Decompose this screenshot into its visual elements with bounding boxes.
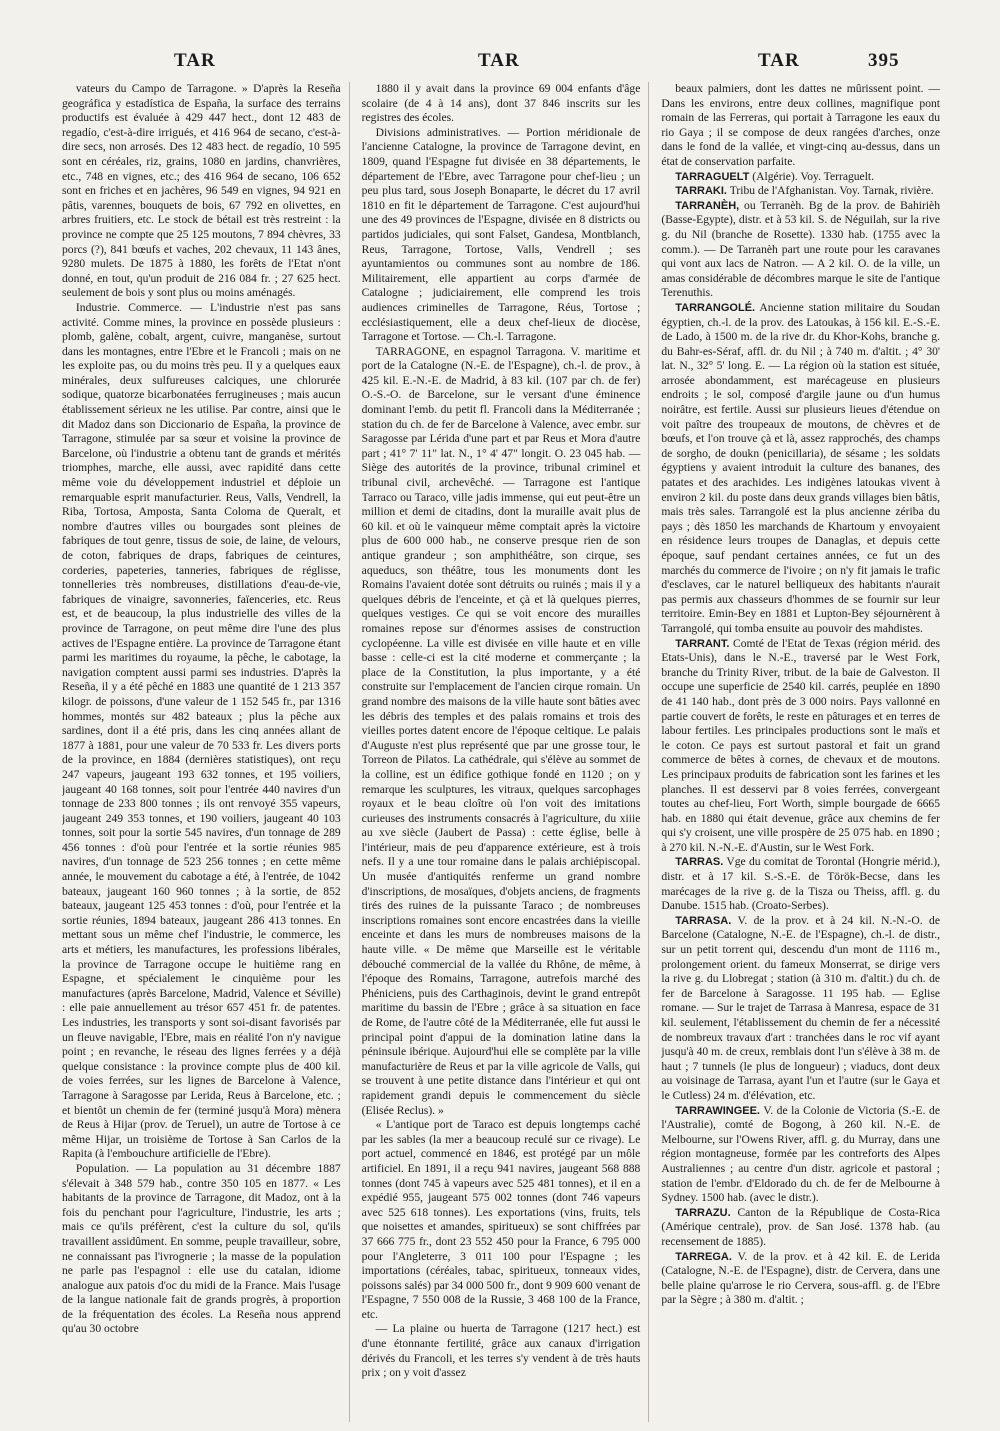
paragraph: Industrie. Commerce. — L'industrie n'est pas sans activité. Comme mines, la province en possède plusieurs : plomb, galène, cobalt, argent, cuivre, manganèse, surtout dans les montagnes, entre l'Ebre et le Francoli ; mais on ne les exploite pas, ou du moins très peu. Il y a quelques eaux minérales, deux sulfureuses calciques, une chlorurée sodique, quatorze bicarbonatées ferrugineuses ; mais aucun établissement sérieux ne les utilise. Par contre, ainsi que le dit Madoz dans son Diccionario de España, la province de Tarragone, stimulée par sa sœur et voisine la province de Barcelone, où l'industrie a obtenu tant de grands et mérités triomphes, marche, elle aussi, avec rapidité dans cette même voie du développement industriel et déploie un remarquable esprit manufacturier. Reus, Valls, Vendrell, la Riba, Tortosa, Amposta, Santa Coloma de Queralt, et nombre d'autres villes ou bourgades sont pleines de fabriques de tout genre, tissus de soie, de laine, de velours, de coton, fabriques de draps, fabriques de ceintures, corderies, papeteries, tanneries, fabriques de réglisse, tonnelleries très nombreuses, distillations d'eau-de-vie, fabriques de vinaigre, savonneries, faïenceries, etc. Reus est, et de beaucoup, la plus industrielle des villes de la province de Tarragone, on peut même dire l'une des plus actives de l'Espagne entière. La province de Tarragone étant parmi les maritimes du royaume, la pêche, le cabotage, la navigation comptent aussi parmi ses industries. D'après la Reseña, il y a été pêché en 1883 une quantité de 1 213 357 kilogr. de poissons, d'une valeur de 1 152 545 fr., par 1316 hommes, montés sur 482 bateaux ; plus la pêche aux sardines, dont il a été pris, dans les cinq années allant de 1877 à 1881, pour une valeur de 70 533 fr. Les divers ports de la province, en 1884 (dernières statistiques), ont reçu 247 vapeurs, jaugeant 193 632 tonnes, et 195 voiliers, jaugeant 40 168 tonnes, soit pour l'entrée 440 navires d'un tonnage de 233 800 tonnes ; ils ont renvoyé 355 vapeurs, jaugeant 249 353 tonnes, et 190 voiliers, jaugeant 40 103 tonnes, soit pour la sortie 545 navires, d'un tonnage de 289 456 tonnes : d'où pour l'entrée et la sortie réunies 985 navires, d'un tonnage de 523 256 tonnes ; en cette même année, le mouvement du cabotage a été, à l'entrée, de 1042 bateaux, jaugeant 160 960 tonnes ; à la sortie, de 852 bateaux, jaugeant 125 453 tonnes : d'où, pour l'entrée et la sortie réunies, 1894 bateaux, jaugeant 286 413 tonnes. En mettant sous un même chef l'industrie, le commerce, les arts et métiers, les manufactures, les professions libérales, la province de Tarragone occupe le huitième rang en Espagne, et spécialement le cinquième pour les manufactures (après Barcelone, Madrid, Valence et Séville) : elle paie annuellement au trésor 657 451 fr. de patentes. Les industries, les transports y sont soi-disant favorisés par un fleuve navigable, l'Ebre, mais en réalité l'on n'y navigue point ; en revanche, le réseau des lignes ferrées y a déjà quelque consistance : la province compte plus de 400 kil. de voies ferrées, sur les lignes de Barcelone à Valence, Tarragone à Saragosse par Lerida, Reus à Barcelone, etc. ; et bientôt un chemin de fer (terminé jusqu'à Mora) mènera de Reus à Hijar (prov. de Teruel), un autre de Tortose à ce même Hijar, un troisième de Tortose à San Carlos de la Rapita (à l'embouchure artificielle de l'Ebre).: [62, 300, 341, 1161]
paragraph: TARRAGONE, en espagnol Tarragona. V. maritime et port de la Catalogne (N.-E. de l'Espagne), ch.-l. de prov., à 425 kil. E.-N.-E. de Madrid, à 83 kil. (107 par ch. de fer) O.-S.-O. de Barcelone, sur le versant d'une éminence dominant l'emb. du petit fl. Francoli dans la Méditerranée ; station du ch. de fer de Barcelone à Valence, avec embr. sur Saragosse par Lérida d'une part et par Reus et Mora d'autre part ; 41° 7' 11" lat. N., 1° 4' 47" longit. O. 23 045 hab. — Siège des autorités de la province, tribunal criminel et tribunal civil, archevêché. — Tarragone est l'antique Tarraco ou Taraco, ville jadis immense, qui eut peut-être un million et demi de citadins, dont la muraille avait plus de 60 kil. et où le vainqueur même comptait après la victoire plus de 600 000 hab., ne conserve presque rien de son antique grandeur ; son amphithéâtre, son cirque, ses aqueducs, son théâtre, tous les monuments dont les Romains l'avaient dotée sont détruits ou ruinés ; mais il y a quelques débris de l'enceinte, et çà et là quelques pierres, quelques vestiges. Ce qui se voit encore des murailles romaines repose sur d'énormes assises de construction cyclopéenne. La ville est divisée en ville haute et en ville basse : celle-ci est la cité moderne et commerçante ; la place de la Constitution, la plus importante, y a été construite sur l'emplacement de l'ancien cirque romain. Un grand nombre des maisons de la ville haute sont bâties avec les débris des temples et des palais romains et trois des vieilles portes datent encore de l'époque celtique. Le palais d'Auguste n'est plus représenté que par une grosse tour, le Torreon de Pilatos. La cathédrale, qui s'élève au sommet de la colline, est un édifice gothique fondé en 1120 ; on y remarque les sculptures, les vitraux, quelques sarcophages royaux et le beau cloître où l'on voit des imitations curieuses des instruments consacrés à l'agriculture, du xiiie au xve siècle (Jaubert de Passa) : cette église, belle à l'intérieur, mais de peu d'apparence extérieure, est à trois nefs. Il y a une tour romaine dans le palais archiépiscopal. Un musée d'antiquités renferme un grand nombre d'inscriptions, de mosaïques, d'objets anciens, de fragments tirés des ruines de la puissante Taraco ; de nombreuses inscriptions romaines sont encore encastrées dans la vieille enceinte et dans les murs de nombreuses maisons de la haute ville. « De même que Marseille est le véritable débouché commercial de la vallée du Rhône, de même, à l'époque des Romains, Tarragone, autrefois marché des Phéniciens, puis des Carthaginois, devint le grand entrepôt maritime du bassin de l'Ebre ; grâce à sa situation en face de Rome, de l'autre côté de la Méditerranée, elle fut aussi le principal point d'appui de la domination latine dans la péninsule ibérique. Aujourd'hui elle se complète par la ville manufacturière de Reus et par la ville agricole de Valls, qui se trouvent à une petite distance dans l'intérieur et qui ont rapidement grandi depuis le commencement du siècle (Elisée Reclus). »: [361, 344, 641, 1117]
dictionary-entry: [661, 1250, 940, 1308]
paragraph: « L'antique port de Taraco est depuis longtemps caché par les sables (la mer a beaucoup reculé sur ce rivage). Le port actuel, commencé en 1846, est protégé par un môle artificiel. En 1891, il a reçu 941 navires, jaugeant 568 888 tonnes (dont 745 à vapeurs avec 525 481 tonnes), et il en a expédié 955, jaugeant 575 002 tonnes (dont 746 vapeurs avec 525 618 tonnes). Les exportations (vins, fruits, tels que noisettes et amandes, spiritueux) se sont chiffrées par 37 666 775 fr., dont 23 552 450 pour la France, 6 795 000 pour l'Angleterre, 3 011 100 pour l'Espagne ; les importations (céréales, tabac, spiritueux, tonneaux vides, poissons salés) par 34 000 500 fr., dont 9 909 600 venant de l'Espagne, 7 550 008 de la Russie, 3 468 100 de la France, etc.: [361, 1118, 641, 1321]
entry-text: V. de la prov. et à 24 kil. N.-N.-O. de Barcelone (Catalogne, N.-E. de l'Espagne), ch.-l. de distr., sur un petit torrent qui, descendu d'un mont de 1116 m., prolongement orient. du fameux Monserrat, se dirige vers la rive g. du Llobregat ; station (à 310 m. d'altit.) du ch. de fer de Barcelone à Saragosse. 11 195 hab. — Eglise romane. — Sur le trajet de Tarrasa à Manresa, espace de 31 kil. seulement, l'établissement du chemin de fer a nécessité de nombreux travaux d'art : tranchées dans le roc vif ayant jusqu'à 40 m. de creux, remblais dont l'un s'élève à 38 m. de haut ; 7 tunnels (le plus de longueur) ; viaducs, dont deux au voisinage de Tarrasa, ayant l'un et l'autre (sur le Gaya et le Cutless) 24 m. d'élévation, etc.: [661, 913, 941, 1102]
dictionary-entry: [661, 199, 940, 301]
entry-headword: TARRAWINGEE.: [675, 1104, 760, 1117]
entry-headword: TARRAS.: [675, 856, 724, 869]
paragraph: Divisions administratives. — Portion méridionale de l'ancienne Catalogne, la province de Tarragone devint, en 1809, quand l'Espagne fut divisée en 38 départements, le département de l'Ebre, avec Tarragone pour chef-lieu ; un peu plus tard, sous Joseph Bonaparte, le décret du 17 avril 1810 en fit le département de Tarragone. C'est aujourd'hui une des 49 provinces de l'Espagne, divisée en 8 districts ou partidos judiciales, qui sont Falset, Gandesa, Montblanch, Reus, Tarragone, Tortose, Valls, Vendrell ; ses ayuntamientos ou communes sont au nombre de 186. Militairement, elle appartient au corps d'armée de Catalogne ; judiciairement, elle comprend les trois audiences criminelles de Tarragone, Réus, Tortose ; ecclésiastiquement, elle a deux chef-lieux de diocèse, Tarragone et Tortose. — Ch.-l. Tarragone.: [361, 125, 641, 344]
entry-headword: TARRANGOLÉ.: [675, 301, 756, 314]
paragraph: beaux palmiers, dont les dattes ne mûrissent point. — Dans les environs, entre deux collines, magnifique pont romain de las Ferreras, qui portait à Tarragone les eaux du rio Gaya ; il se compose de deux rangées d'arches, onze dans le fond de la vallée, et vingt-cinq au-dessus, dans un état de conservation parfaite.: [661, 82, 941, 168]
paragraph: vateurs du Campo de Tarragone. » D'après la Reseña geográfica y estadística de España, la surface des terrains productifs est évaluée à 429 447 hect., dont 12 483 de regadío, c'est-à-dire irrigués, et 416 964 de secano, c'est-à-dire secs, non arrosés. Des 12 483 hect. de regadío, 10 595 sont en céréales, riz, grains, 1080 en jardins, chanvrières, etc., 748 en vignes, etc.; des 416 964 de secano, 106 652 sont en friches et en jachères, 96 549 en vignes, 94 921 en pâtis, varennes, bouquets de bois, 67 792 en olivettes, en arbres fruitiers, etc. Le stock de bétail est très restreint : la province ne compte que 25 125 moutons, 7 894 chèvres, 33 porcs (?), 841 bœufs et vaches, 202 chevaux, 11 143 ânes, 9280 mulets. De 1875 à 1880, les forêts de l'Etat n'ont donné, en tout, qu'un produit de 216 084 fr. ; 27 625 hect. seulement de bois y sont plus ou moins aménagés.: [62, 82, 341, 300]
paragraph: 1880 il y avait dans la province 69 004 enfants d'âge scolaire (de 4 à 14 ans), dont 37 846 inscrits sur les registres des écoles.: [361, 82, 641, 125]
column-3: [661, 82, 940, 1422]
dictionary-entry: [661, 184, 940, 199]
dictionary-entry: [661, 1206, 940, 1250]
entry-text: Comté de l'Etat de Texas (région mérid. des Etats-Unis), dans le N.-E., traversé par le West Fork, branche du Trinity River, tribut. de la baie de Galveston. Il occupe une superficie de 2540 kil. carrés, peuplée en 1890 de 41 140 hab., dont près de 3 000 noirs. Pays vallonné en partie couvert de forêts, le reste en pâturages et en terres de labour fertiles. Les principales productions sont le maïs et le coton. Ce pays est surtout pastoral et fait un grand commerce de bêtes à cornes, de chevaux et de moutons. Les principaux produits de fabrication sont les farines et les planches. Il est desservi par 8 voies ferrées, convergeant toutes au chef-lieu, Fort Worth, simple bourgade de 6665 hab. en 1880 qui était devenue, grâce aux chemins de fer qui s'y croisent, une ville prospère de 25 075 hab. en 1890 ; à 270 kil. N.-N.-E. d'Austin, sur le West Fork.: [661, 636, 941, 854]
page-number: 395: [868, 50, 900, 71]
dictionary-entry: [661, 914, 940, 1104]
paragraph: Population. — La population au 31 décembre 1887 s'élevait à 348 579 hab., contre 350 105 en 1877. « Les habitants de la province de Tarragone, dit Madoz, ont à la fois du penchant pour l'agriculture, l'industrie, les arts ; mais ce qu'ils préfèrent, c'est la culture du sol, qu'ils travaillent assidûment. En somme, peuple travailleur, sobre, ne connaissant pas l'ivrognerie ; la masse de la population ne parle pas l'espagnol : elle use du catalan, idiome analogue aux patois d'oc du midi de la France. Mais l'usage de la langue nationale fait de grands progrès, à proportion de la fréquentation des écoles. La Reseña nous apprend qu'au 30 octobre: [62, 1161, 341, 1336]
dictionary-entry: [661, 170, 940, 185]
dictionary-entry: [661, 301, 940, 637]
column-1: [62, 82, 350, 1422]
entry-text: Ancienne station militaire du Soudan égyptien, ch.-l. de la prov. des Latoukas, à 156 kil. E.-S.-E. de Lado, à 1500 m. de la rive dr. du Khor-Kohs, branche g. du Bahr-es-Séraf, affl. dr. du Nil ; à 740 m. d'altit. ; 4° 30' lat. N., 32° 5' long. E. — La région où la station est située, arrosée abondamment, est marécageuse en plusieurs endroits ; le sol, composé d'argile jaune ou d'un humus noirâtre, est fertile. Aussi sur plusieurs lieues d'étendue on voit paître des troupeaux de moutons, de chèvres et de bœufs, et l'on trouve çà et là, assez rapprochés, des champs de sorgho, de doukn (penicillaria), de sésame ; les soldats égyptiens y avaient introduit la culture des bananes, des patates et des arachides. Les indigènes latoukas vivent à environ 2 kil. du poste dans deux grands villages bien bâtis, mais très sales. Tarrangolé est la plus ancienne zériba du pays ; dès 1850 les marchands de Khartoum y envoyaient en résidence leurs troupes de Danaglas, et depuis cette époque, sauf pendant certaines années, ce fut un des marchés du commerce de l'ivoire ; on n'y fit jamais le trafic d'esclaves, car le naturel belliqueux des habitants n'aurait pas permis aux chasseurs d'hommes de se fournir sur leur territoire. Emin-Bey en 1881 et Lupton-Bey séjournèrent à Tarrangolé, qui tomba ensuite au pouvoir des mahdistes.: [661, 300, 941, 635]
entry-headword: TARREGA.: [675, 1250, 732, 1263]
entry-text: V. de la Colonie de Victoria (S.-E. de l'Australie), comté de Bogong, à 260 kil. N.-E. de Melbourne, sur l'Owens River, affl. g. du Murray, dans une région montagneuse, formée par les contreforts des Alpes Australiennes ; au centre d'un distr. agricole et pastoral ; station de l'embr. d'Eldorado du ch. de fer de Melbourne à Sydney. 1500 hab. (avec le distr.).: [661, 1103, 941, 1205]
entry-headword: TARRANÈH,: [675, 199, 740, 212]
dictionary-entry: [661, 637, 940, 856]
running-head-right: TAR: [758, 50, 800, 71]
entry-text: ou Terranèh. Bg de la prov. de Bahirièh (Basse-Egypte), distr. et à 53 kil. S. de Néguilah, sur la rive g. du Nil (branche de Rosette). 1330 hab. (1755 avec la comm.). — De Tarranèh part une route pour les caravanes qui vont aux lacs de Natron. — A 2 kil. O. de la ville, un amas considérable de décombres marque le site de l'antique Terenuthis.: [661, 198, 941, 300]
running-head: [0, 50, 1000, 80]
entry-text: Tribu de l'Afghanistan. Voy. Tarnak, rivière.: [729, 184, 934, 198]
entry-headword: TARRAGUELT: [675, 170, 750, 183]
column-2: [362, 82, 650, 1422]
entry-headword: TARRANT.: [675, 637, 730, 650]
paragraph: — La plaine ou huerta de Tarragone (1217 hect.) est d'une étonnante fertilité, grâce aux canaux d'irrigation dérivés du Francoli, et les terres s'y vendent à de très hauts prix ; on y voit d'assez: [361, 1322, 641, 1380]
entry-headword: TARRAKI.: [675, 185, 727, 198]
entry-text: Vge du comitat de Torontal (Hongrie mérid.), distr. et à 17 kil. S.-S.-E. de Török-Becse, dans les marécages de la rive g. de la Tisza ou Theiss, affl. g. du Danube. 1515 hab. (Croato-Serbes).: [661, 855, 941, 913]
entry-headword: TARRAZU.: [675, 1206, 731, 1219]
entry-headword: TARRASA.: [675, 914, 732, 927]
dictionary-entry: [661, 1104, 940, 1206]
entry-text: Canton de la République de Costa-Rica (Amérique centrale), prov. de San José. 1378 hab. (au recensement de 1885).: [661, 1205, 941, 1248]
entry-text: (Algérie). Voy. Terraguelt.: [752, 169, 875, 183]
dictionary-entry: [661, 855, 940, 913]
entry-text: V. de la prov. et à 42 kil. E. de Lerida (Catalogne, N.-E. de l'Espagne), distr. de Cervera, dans une belle plaine qu'arrose le rio Cervera, sous-affl. g. de l'Ebre par la Sègre ; à 380 m. d'altit. ;: [661, 1249, 941, 1307]
running-head-left: TAR: [174, 50, 216, 71]
text-columns: [62, 82, 940, 1422]
running-head-center: TAR: [478, 50, 520, 71]
